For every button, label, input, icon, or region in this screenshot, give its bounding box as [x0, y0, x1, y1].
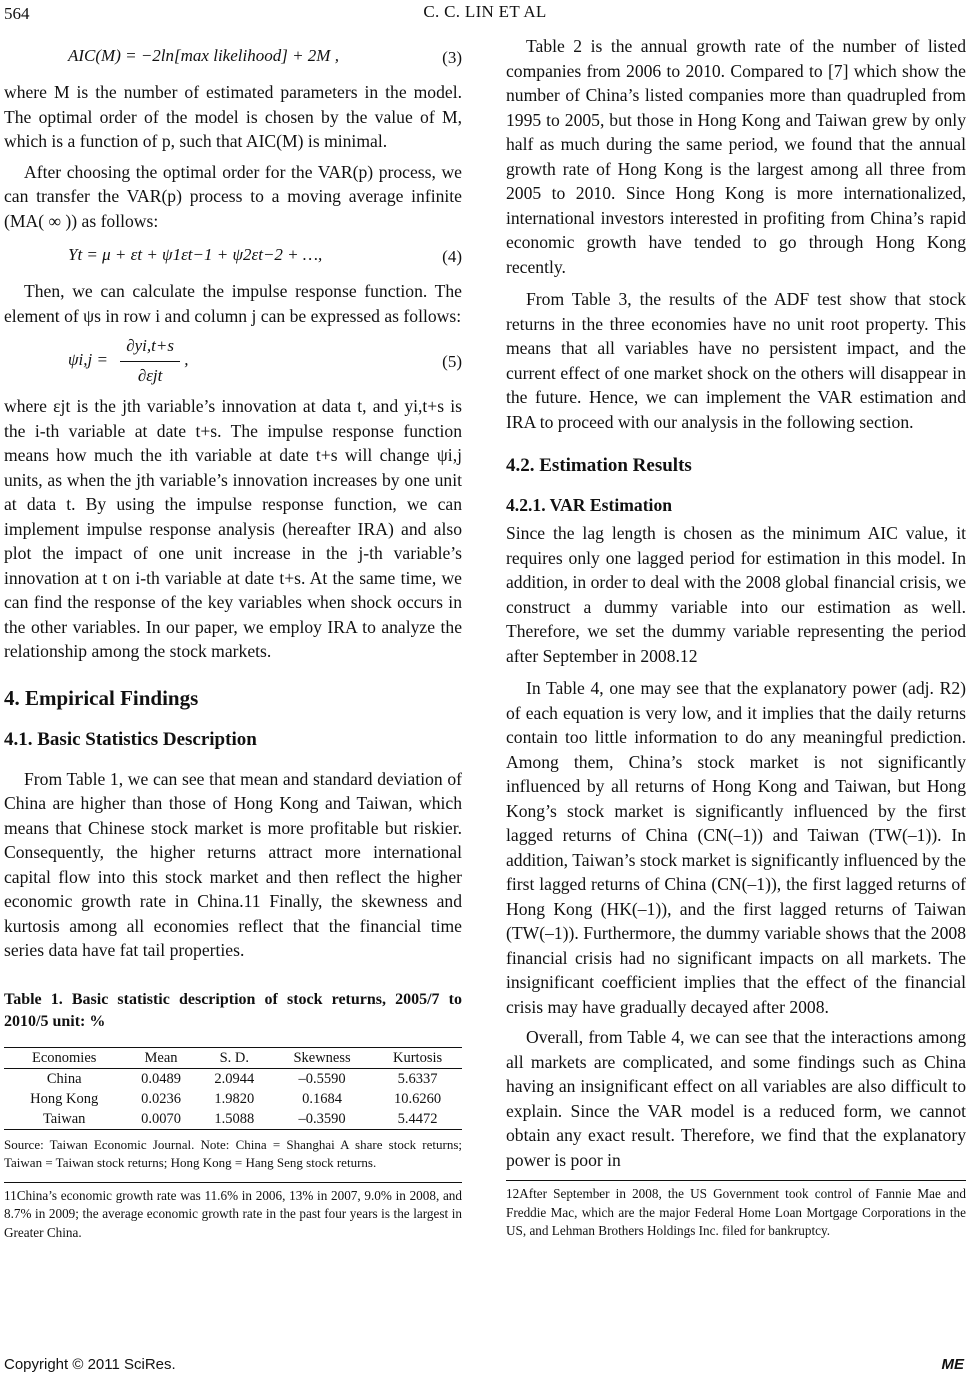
- subsubsection-heading: 4.2.1. VAR Estimation: [506, 494, 673, 515]
- footnote: 11China’s economic growth rate was 11.6% in 2006, 13% in 2007, 9.0% in 2008, and 8.7% in 2009; the average economic growth rate in the past four years is the largest in Greater China.: [4, 1182, 462, 1243]
- table-cell: 1.5088: [198, 1109, 271, 1130]
- table-cell: China: [46, 1070, 82, 1087]
- table-cell: Taiwan: [4, 1109, 124, 1130]
- table-row: [4, 1089, 462, 1109]
- table-cell: 0.0489: [141, 1070, 181, 1087]
- paragraph: Then, we can calculate the impulse response function. The element of ψs in row i and column j can be expressed as follows:: [4, 281, 462, 326]
- paragraph: Overall, from Table 4, we can see that the interactions among all markets are complicated, and some findings such as China having an insignificant effect on all variables are also difficult to explain. Since the VAR model is a reduced form, we cannot obtain any exact result. Therefore, we find that the explanatory power is poor in: [506, 1027, 966, 1170]
- column-header: Mean: [124, 1047, 197, 1068]
- table-cell: 0.0070: [124, 1109, 197, 1130]
- equation-4-formula: Yt = μ + εt + ψ1εt−1 + ψ2εt−2 + …,: [68, 245, 323, 264]
- table-row: [4, 1068, 462, 1089]
- equation-4-number: (4): [442, 247, 462, 266]
- equation-5: [4, 328, 462, 394]
- table-cell: 1.9820: [214, 1090, 255, 1107]
- equation-3-formula: AIC(M) = −2ln[max likelihood] + 2M ,: [68, 46, 339, 65]
- table-cell: –0.5590: [298, 1070, 346, 1087]
- equation-5-number: (5): [442, 352, 462, 371]
- subsection-heading: 4.2. Estimation Results: [506, 455, 692, 476]
- statistics-table: [4, 1047, 462, 1130]
- page-footer: [0, 1356, 970, 1378]
- equation-5-numerator: ∂yi,t+s: [120, 334, 180, 362]
- journal-abbrev: ME: [941, 1356, 964, 1373]
- table-note: Source: Taiwan Economic Journal. Note: China = Shanghai A share stock returns; Taiwan = Taiwan stock returns; Hong Kong = Hang Seng stock returns.: [4, 1136, 462, 1170]
- column-header: Economies: [4, 1047, 124, 1068]
- column-header: S. D.: [198, 1047, 271, 1068]
- footnote: 12After September in 2008, the US Government took control of Fannie Mae and Freddie Mac, which are the major Federal Home Loan Mortgage Corporations in the US, and Lehman Brothers Holdings Inc. filed for bankruptcy.: [506, 1180, 966, 1241]
- equation-5-tail: ,: [184, 349, 189, 369]
- table-cell: 2.0944: [214, 1070, 255, 1087]
- copyright: Copyright © 2011 SciRes.: [4, 1356, 176, 1373]
- column-header: Kurtosis: [373, 1047, 462, 1068]
- table-row: [4, 1109, 462, 1130]
- table-cell: 5.6337: [397, 1070, 438, 1087]
- right-column: [506, 34, 966, 1241]
- paragraph: From Table 1, we can see that mean and standard deviation of China are higher than those of Hong Kong and Taiwan, which means that Chinese stock market is more profitable but riskier. Consequently, the higher returns attract more international capital flow into this stock market and then reflect the higher economic growth rate in China.11 Finally, the skewness and kurtosis among all economies reflect that the financial time series data have fat tail properties.: [4, 768, 462, 960]
- paragraph: where εjt is the jth variable’s innovation at data t, and yi,t+s is the i-th variable at date t+s. The impulse response function means how much the ith variable at date t+s will change ψi,j units, as when the jth variable’s innovation increases by one unit at data t. By using the impulse response function, we can implement impulse response analysis (hereafter IRA) and also plot the impact of one unit increase in the j-th variable’s innovation at t on i-th variable at date t+s. At the same time, we can find the response of the key variables when shock occurs in the other variables. In our paper, we employ IRA to analyze the relationship among the stock markets.: [4, 396, 462, 661]
- equation-5-lhs: ψi,j =: [68, 349, 108, 369]
- section-heading: 4. Empirical Findings: [4, 685, 199, 710]
- equation-5-fraction: [120, 334, 180, 388]
- paragraph: From Table 3, the results of the ADF test show that stock returns in the three economies have no unit root property. This means that all variables have no persistent impact, and the current effect of one market shock on the others will disappear in the future. Hence, we can implement the VAR estimation and IRA to proceed with our analysis in the following section.: [506, 289, 966, 432]
- table-cell: 5.4472: [373, 1109, 462, 1130]
- table-cell: Hong Kong: [30, 1090, 99, 1107]
- table-cell: –0.3590: [271, 1109, 373, 1130]
- left-column: [4, 34, 462, 1242]
- table-cell: 10.6260: [394, 1090, 442, 1107]
- table-cell: 0.1684: [302, 1090, 342, 1107]
- equation-4: [4, 233, 462, 279]
- paragraph: In Table 4, one may see that the explanatory power (adj. R2) of each equation is very low, and it implies that the daily returns contain too little information to do any meaningful prediction. Among them, China’s stock market is not significantly influenced by all returns of Hong Kong and Taiwan, but Hong Kong’s stock market is significantly influenced by the first lagged returns of China (CN(–1)) and Taiwan (TW(–1)). In addition, Taiwan’s stock market is significantly influenced by the first lagged returns of China (CN(–1)), the first lagged returns of Hong Kong (HK(–1)), and the first lagged returns of Taiwan (TW(–1)). Furthermore, the dummy variable shows that the 2008 financial crisis had no significant impacts on all markets. The insignificant coefficient implies that the effect of the financial crisis may have gradually decayed after 2008.: [506, 678, 966, 1017]
- paragraph: Since the lag length is chosen as the minimum AIC value, it requires only one lagged period for estimation in this model. In addition, in order to deal with the 2008 global financial crisis, we construct a dummy variable into our estimation as well. Therefore, we set the dummy variable representing the period after September in 2008.12: [506, 523, 966, 666]
- subsection-heading: 4.1. Basic Statistics Description: [4, 729, 257, 750]
- running-header: [0, 0, 970, 26]
- equation-3-number: (3): [442, 48, 462, 67]
- paragraph: where M is the number of estimated parameters in the model. The optimal order of the model is chosen by the value of M, which is a function of p, such that AIC(M) is minimal.: [4, 82, 462, 151]
- table-caption: Table 1. Basic statistic description of stock returns, 2005/7 to 2010/5 unit: %: [4, 990, 462, 1030]
- equation-5-denominator: ∂εjt: [137, 365, 163, 385]
- table-cell: 0.0236: [141, 1090, 181, 1107]
- page-number: 564: [4, 4, 30, 23]
- column-header: Skewness: [271, 1047, 373, 1068]
- equation-3: [4, 34, 462, 80]
- paragraph: After choosing the optimal order for the VAR(p) process, we can transfer the VAR(p) process to a moving average infinite (MA( ∞ )) as follows:: [4, 161, 462, 231]
- running-head: C. C. LIN ET AL: [423, 2, 547, 21]
- paragraph: Table 2 is the annual growth rate of the number of listed companies from 2006 to 2010. Compared to [7] which show the number of China’s listed companies more than quadrupled from 1995 to 2005, but those in Hong Kong and Taiwan grew by only half as much during the same period, we found that the annual growth rate of Hong Kong is the largest among all three from 2005 to 2010. Since Hong Kong is more internationalized, international investors interested in profiting from China’s rapid economic growth have tended to go through Hong Kong recently.: [506, 36, 966, 277]
